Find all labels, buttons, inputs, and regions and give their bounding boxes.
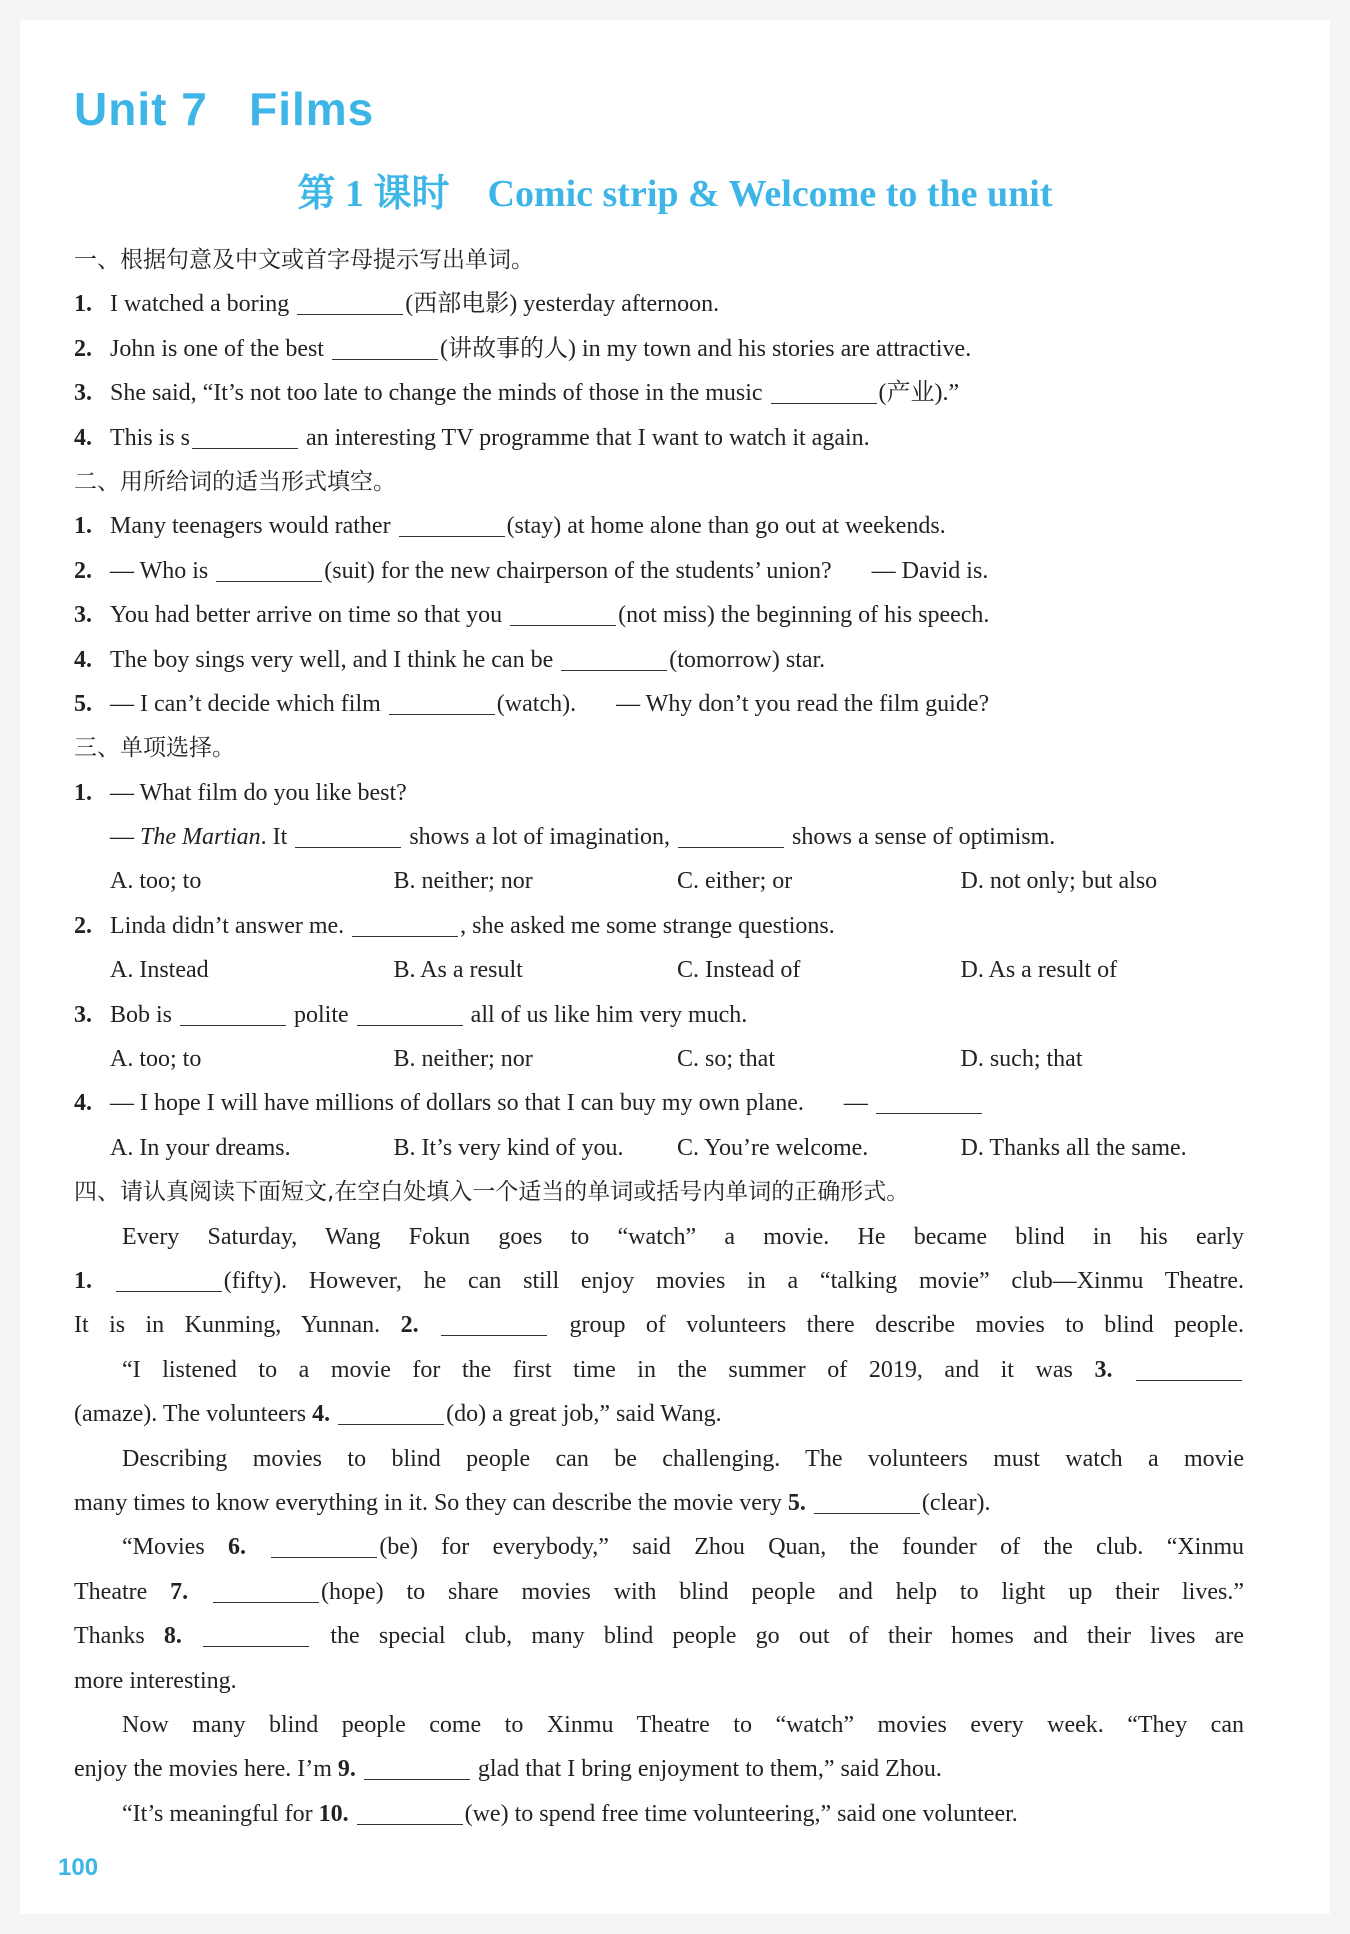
answer-blank[interactable]: [180, 999, 286, 1026]
option-b[interactable]: B. neither; nor: [393, 1046, 533, 1073]
answer-blank[interactable]: [213, 1576, 319, 1603]
passage-line: Every Saturday, Wang Fokun goes to “watch” a movie. He became blind in his early: [122, 1223, 1244, 1250]
option-d[interactable]: D. Thanks all the same.: [960, 1134, 1187, 1161]
answer-blank[interactable]: [338, 1398, 444, 1425]
answer-blank[interactable]: [271, 1531, 377, 1558]
lesson-number: 第 1 课时: [297, 173, 450, 215]
option-d[interactable]: D. such; that: [960, 1046, 1083, 1073]
option-a[interactable]: A. too; to: [110, 1046, 202, 1073]
passage-line: Describing movies to blind people can be challenging. The volunteers must watch a movie: [122, 1445, 1244, 1472]
option-c[interactable]: C. so; that: [677, 1046, 776, 1073]
answer-blank[interactable]: [814, 1487, 920, 1514]
option-d[interactable]: D. not only; but also: [960, 868, 1158, 895]
s3-question-4: 4. — I hope I will have millions of dollars so that I can buy my own plane. —: [74, 1081, 1244, 1125]
s3-question-1-options: [74, 859, 1244, 903]
answer-blank[interactable]: [116, 1265, 222, 1292]
answer-blank[interactable]: [364, 1753, 470, 1780]
answer-blank[interactable]: [216, 555, 322, 582]
passage-line: It is in Kunming, Yunnan. 2. group of volunteers there describe movies to blind people.: [74, 1303, 1244, 1347]
section-4-title: 四、请认真阅读下面短文,在空白处填入一个适当的单词或括号内单词的正确形式。: [74, 1179, 910, 1206]
answer-blank[interactable]: [678, 821, 784, 848]
passage-line: Theatre 7. (hope) to share movies with blind people and help to light up their lives.”: [74, 1570, 1244, 1614]
option-b[interactable]: B. It’s very kind of you.: [393, 1134, 624, 1161]
answer-blank[interactable]: [357, 999, 463, 1026]
section-1-title: 一、根据句意及中文或首字母提示写出单词。: [74, 247, 534, 273]
answer-blank[interactable]: [771, 377, 877, 404]
section-2-title: 二、用所给词的适当形式填空。: [74, 468, 396, 495]
s3-question-1-line2: — The Martian. It shows a lot of imagination, shows a sense of optimism.: [74, 815, 1244, 859]
worksheet-content: [74, 238, 1244, 1836]
s3-question-3-options: [74, 1037, 1244, 1081]
passage-line: Now many blind people come to Xinmu Theatre to “watch” movies every week. “They can: [122, 1711, 1244, 1738]
s2-question-5: 5. — I can’t decide which film (watch). — Why don’t you read the film guide?: [74, 682, 1244, 726]
answer-blank[interactable]: [441, 1309, 547, 1336]
option-b[interactable]: B. As a result: [393, 957, 523, 984]
lesson-title: [0, 162, 1350, 217]
option-d[interactable]: D. As a result of: [960, 957, 1118, 984]
option-c[interactable]: C. You’re welcome.: [677, 1134, 869, 1161]
s3-question-3: 3. Bob is polite all of us like him very much.: [74, 993, 1244, 1037]
option-a[interactable]: A. too; to: [110, 868, 202, 895]
answer-blank[interactable]: [203, 1620, 309, 1647]
s1-question-2: 2. John is one of the best (讲故事的人) in my town and his stories are attractive.: [74, 327, 1244, 371]
page-number: 100: [58, 1854, 99, 1881]
passage-line: “Movies 6. (be) for everybody,” said Zhou Quan, the founder of the club. “Xinmu: [74, 1525, 1244, 1569]
s2-question-4: 4. The boy sings very well, and I think he can be (tomorrow) star.: [74, 638, 1244, 682]
passage-line: enjoy the movies here. I’m 9. glad that I bring enjoyment to them,” said Zhou.: [74, 1747, 1244, 1791]
s2-question-1: 1. Many teenagers would rather (stay) at home alone than go out at weekends.: [74, 504, 1244, 548]
answer-blank[interactable]: [192, 422, 298, 449]
answer-blank[interactable]: [297, 288, 403, 315]
unit-title: Unit 7 Films: [74, 83, 375, 135]
s3-question-2-options: [74, 948, 1244, 992]
option-c[interactable]: C. either; or: [677, 868, 793, 895]
passage-line: many times to know everything in it. So they can describe the movie very 5. (clear).: [74, 1481, 1244, 1525]
answer-blank[interactable]: [295, 821, 401, 848]
answer-blank[interactable]: [561, 644, 667, 671]
passage-line: “It’s meaningful for 10. (we) to spend free time volunteering,” said one volunteer.: [74, 1792, 1244, 1836]
option-a[interactable]: A. Instead: [110, 957, 209, 984]
answer-blank[interactable]: [876, 1087, 982, 1114]
section-3-title: 三、单项选择。: [74, 735, 235, 762]
answer-blank[interactable]: [510, 599, 616, 626]
s2-question-2: 2. — Who is (suit) for the new chairperson of the students’ union? — David is.: [74, 549, 1244, 593]
s1-question-3: 3. She said, “It’s not too late to change the minds of those in the music (产业).”: [74, 371, 1244, 415]
answer-blank[interactable]: [352, 910, 458, 937]
passage-line: (amaze). The volunteers 4. (do) a great job,” said Wang.: [74, 1392, 1244, 1436]
s3-question-1-stem: 1. — What film do you like best?: [74, 779, 407, 806]
option-c[interactable]: C. Instead of: [677, 957, 801, 984]
answer-blank[interactable]: [1136, 1354, 1242, 1381]
passage-line: Thanks 8. the special club, many blind people go out of their homes and their lives are: [74, 1614, 1244, 1658]
s1-question-1: 1. I watched a boring (西部电影) yesterday afternoon.: [74, 282, 1244, 326]
option-b[interactable]: B. neither; nor: [393, 868, 533, 895]
s2-question-3: 3. You had better arrive on time so that you (not miss) the beginning of his speech.: [74, 593, 1244, 637]
s3-question-2: 2. Linda didn’t answer me. , she asked me some strange questions.: [74, 904, 1244, 948]
s3-question-4-options: [74, 1126, 1244, 1170]
passage-line: 1. (fifty). However, he can still enjoy movies in a “talking movie” club—Xinmu Theatre.: [74, 1259, 1244, 1303]
answer-blank[interactable]: [399, 510, 505, 537]
answer-blank[interactable]: [389, 688, 495, 715]
answer-blank[interactable]: [332, 333, 438, 360]
lesson-name: Comic strip & Welcome to the unit: [487, 173, 1053, 215]
passage-line: “I listened to a movie for the first time in the summer of 2019, and it was 3.: [74, 1348, 1244, 1392]
option-a[interactable]: A. In your dreams.: [110, 1134, 291, 1161]
passage-line: more interesting.: [74, 1667, 237, 1694]
s1-question-4: 4. This is s an interesting TV programme that I want to watch it again.: [74, 416, 1244, 460]
answer-blank[interactable]: [357, 1798, 463, 1825]
